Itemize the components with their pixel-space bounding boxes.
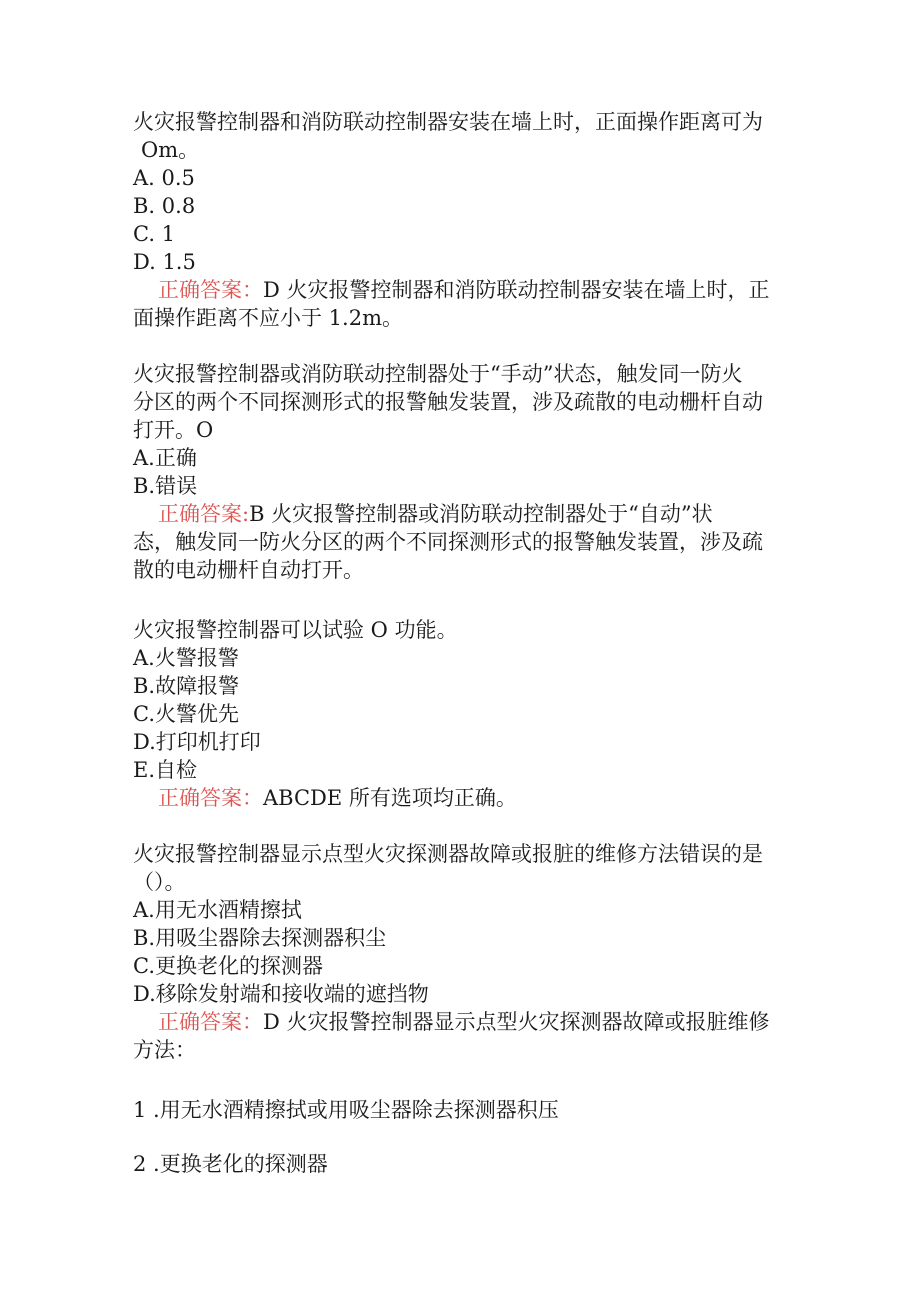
answer-label: 正确答案： <box>158 786 263 810</box>
option-d: D.移除发射端和接收端的遮挡物 <box>133 982 429 1006</box>
question-stem: 分区的两个不同探测形式的报警触发装置，涉及疏散的电动栅杆自动 <box>133 390 763 414</box>
answer-line <box>133 784 793 812</box>
answer-text: 态，触发同一防火分区的两个不同探测形式的报警触发装置，涉及疏 <box>133 530 763 554</box>
note-item-2: 2 .更换老化的探测器 <box>133 1152 328 1176</box>
answer-text: D 火灾报警控制器显示点型火灾探测器故障或报脏维修 <box>263 1010 770 1034</box>
option-a: A.火警报警 <box>133 646 239 670</box>
note-item-1: 1 .用无水酒精擦拭或用吸尘器除去探测器积压 <box>133 1098 559 1122</box>
answer-text: ABCDE 所有选项均正确。 <box>263 786 517 810</box>
answer-label: 正确答案： <box>158 278 263 302</box>
option-b: B. 0.8 <box>133 194 196 218</box>
option-b: B.用吸尘器除去探测器积尘 <box>133 926 387 950</box>
question-stem: 火灾报警控制器显示点型火灾探测器故障或报脏的维修方法错误的是 <box>133 842 763 866</box>
question-2 <box>133 360 793 584</box>
option-c: C.更换老化的探测器 <box>133 954 323 978</box>
option-c: C. 1 <box>133 222 176 246</box>
answer-line <box>133 1008 793 1036</box>
question-3 <box>133 616 793 812</box>
option-a: A.用无水酒精擦拭 <box>133 898 302 922</box>
answer-text: 面操作距离不应小于 1.2m。 <box>133 306 403 330</box>
option-c: C.火警优先 <box>133 702 239 726</box>
option-e: E.自检 <box>133 758 198 782</box>
option-d: D. 1.5 <box>133 250 196 274</box>
answer-line <box>133 276 793 304</box>
answer-label: 正确答案： <box>158 1010 263 1034</box>
question-stem: Om。 <box>141 138 200 162</box>
question-stem: 火灾报警控制器和消防联动控制器安装在墙上时，正面操作距离可为 <box>133 110 763 134</box>
question-4 <box>133 840 793 1064</box>
question-stem: 火灾报警控制器或消防联动控制器处于“手动”状态，触发同一防火 <box>133 362 743 386</box>
question-stem: 火灾报警控制器可以试验 O 功能。 <box>133 618 458 642</box>
answer-text: 散的电动栅杆自动打开。 <box>133 558 364 582</box>
answer-text: B 火灾报警控制器或消防联动控制器处于“自动”状 <box>249 502 713 526</box>
question-stem: 打开。O <box>133 418 214 442</box>
option-b: B.故障报警 <box>133 674 240 698</box>
option-a: A. 0.5 <box>133 166 195 190</box>
answer-label: 正确答案: <box>158 502 250 526</box>
answer-text: 方法： <box>133 1038 196 1062</box>
option-a: A.正确 <box>133 446 197 470</box>
option-d: D.打印机打印 <box>133 730 261 754</box>
answer-text: D 火灾报警控制器和消防联动控制器安装在墙上时，正 <box>263 278 770 302</box>
question-1 <box>133 108 793 332</box>
option-b: B.错误 <box>133 474 198 498</box>
question-stem: （）。 <box>133 870 186 894</box>
answer-line <box>133 500 793 528</box>
